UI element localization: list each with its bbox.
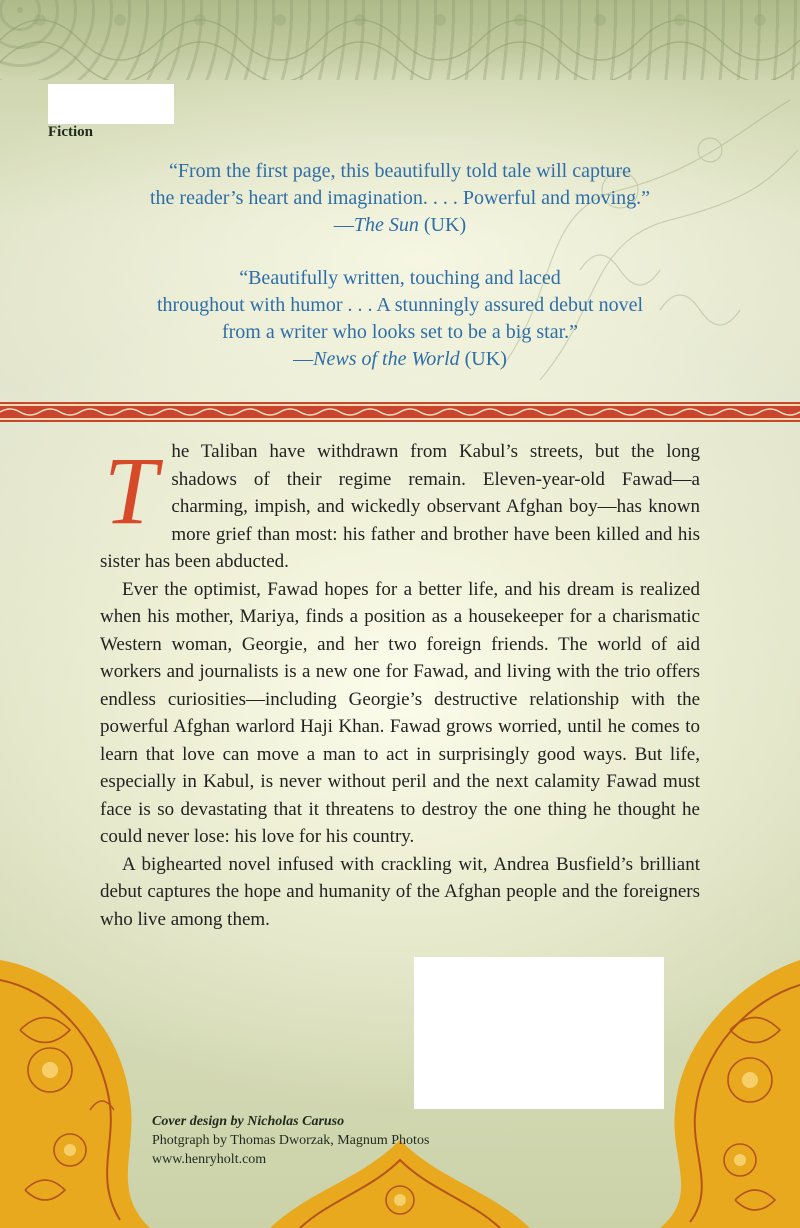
top-ornament-band: [0, 0, 800, 80]
quote-line: from a writer who looks set to be a big star.”: [221, 321, 579, 343]
quote-line: “From the first page, this beautifully told tale will capture: [168, 160, 632, 182]
ornamental-divider: [0, 402, 800, 422]
quote-line: the reader’s heart and imagination. . . . Powerful and moving.”: [149, 187, 651, 209]
review-quote-news-of-the-world: [100, 265, 700, 373]
cover-credits: [152, 1112, 429, 1169]
photograph-credit: Photgraph by Thomas Dworzak, Magnum Photos: [152, 1133, 430, 1148]
barcode-placeholder-top: [48, 84, 174, 124]
barcode-placeholder-bottom: [414, 957, 664, 1109]
cover-design-credit: Cover design by Nicholas Caruso: [152, 1114, 345, 1129]
attribution-source: News of the World: [313, 348, 460, 370]
quote-attribution: [100, 346, 700, 373]
publisher-url[interactable]: www.henryholt.com: [152, 1152, 267, 1167]
quote-line: “Beautifully written, touching and laced: [239, 267, 561, 289]
attribution-source: The Sun: [353, 214, 419, 236]
attribution-dash: —: [293, 348, 314, 370]
gold-corner-ornament-right: [640, 960, 800, 1228]
attribution-country: (UK): [459, 348, 507, 370]
book-blurb: [100, 438, 700, 933]
top-ornament-pattern: [0, 0, 800, 80]
category-label: Fiction: [48, 124, 93, 140]
blurb-paragraph-2: Ever the optimist, Fawad hopes for a better life, and his dream is realized when his mother, Mariya, finds a position as a housekeeper for a charismatic Western woman, Georgie, and her two foreign friends. The world of aid workers and journalists is a new one for Fawad, and living with the trio offers endless curiosities—including Georgie’s destructive relationship with the powerful Afghan warlord Haji Khan. Fawad grows worried, until he comes to learn that love can move a man to act in surprisingly good ways. But life, especially in Kabul, is never without peril and the next calamity Fawad must face is so devastating that it threatens to destroy the one thing he thought he could never lose: his love for his country.: [100, 578, 700, 847]
quote-attribution: [100, 212, 700, 239]
gold-corner-ornament-left: [0, 960, 170, 1228]
blurb-paragraph-1: [100, 438, 700, 576]
review-quote-sun: [100, 158, 700, 239]
blurb-paragraph-1-text: he Taliban have withdrawn from Kabul’s streets, but the long shadows of their regime remain. Eleven-year-old Fawad—a charming, impish, and wickedly observant Afghan boy—has known more grief than most: his father and brother have been killed and his sister has been abducted.: [100, 441, 700, 572]
attribution-dash: —: [333, 214, 354, 236]
quote-line: throughout with humor . . . A stunningly assured debut novel: [156, 294, 644, 316]
attribution-country: (UK): [418, 214, 467, 236]
drop-cap: T: [104, 437, 158, 544]
blurb-paragraph-3: A bighearted novel infused with crackling wit, Andrea Busfield’s brilliant debut captures the hope and humanity of the Afghan people and the foreigners who live among them.: [100, 853, 700, 930]
